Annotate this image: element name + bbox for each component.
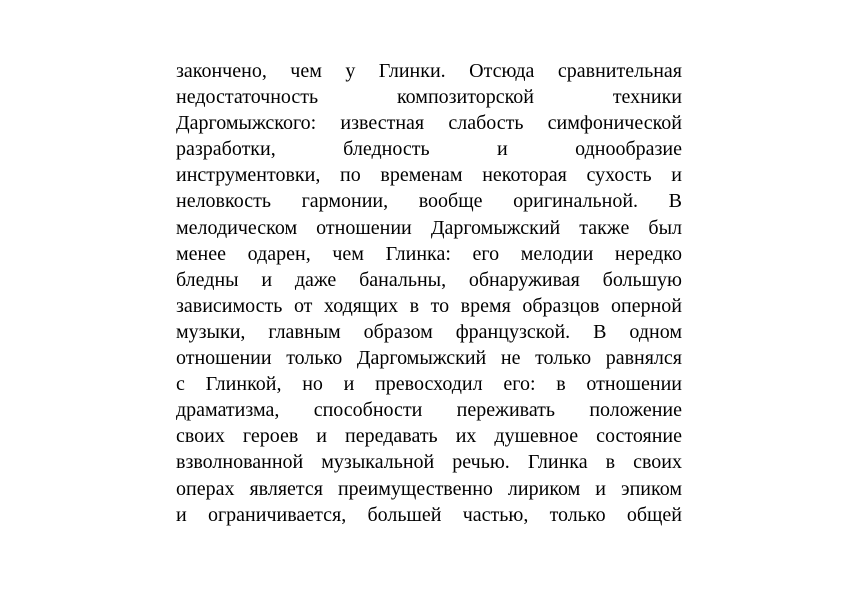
- text-line: операх является преимущественно лириком и эпиком: [176, 477, 682, 500]
- text-line: менее одарен, чем Глинка: его мелодии нередко: [176, 242, 682, 265]
- text-line: инструментовки, по временам некоторая сухость и: [176, 164, 682, 187]
- body-text: [176, 58, 682, 528]
- text-line: неловкость гармонии, вообще оригинальной. В: [176, 190, 682, 213]
- text-line: с Глинкой, но и превосходил его: в отношении: [176, 373, 682, 396]
- text-line: зависимость от ходящих в то время образцов оперной: [176, 294, 682, 317]
- text-line: разработки, бледность и однообразие: [176, 138, 682, 161]
- text-line: Даргомыжского: известная слабость симфонической: [176, 112, 682, 135]
- text-line: отношении только Даргомыжский не только равнялся: [176, 347, 682, 370]
- text-line: бледны и даже банальны, обнаруживая большую: [176, 268, 682, 291]
- text-line: закончено, чем у Глинки. Отсюда сравнительная: [176, 60, 682, 82]
- text-line: музыки, главным образом французской. В одном: [176, 320, 682, 343]
- text-line: своих героев и передавать их душевное состояние: [176, 425, 682, 448]
- text-line: мелодическом отношении Даргомыжский также был: [176, 216, 682, 239]
- text-line: взволнованной музыкальной речью. Глинка в своих: [176, 451, 682, 474]
- text-line: драматизма, способности переживать положение: [176, 399, 682, 422]
- text-line: и ограничивается, большей частью, только общей: [176, 503, 682, 526]
- text-line: недостаточность композиторской техники: [176, 86, 682, 109]
